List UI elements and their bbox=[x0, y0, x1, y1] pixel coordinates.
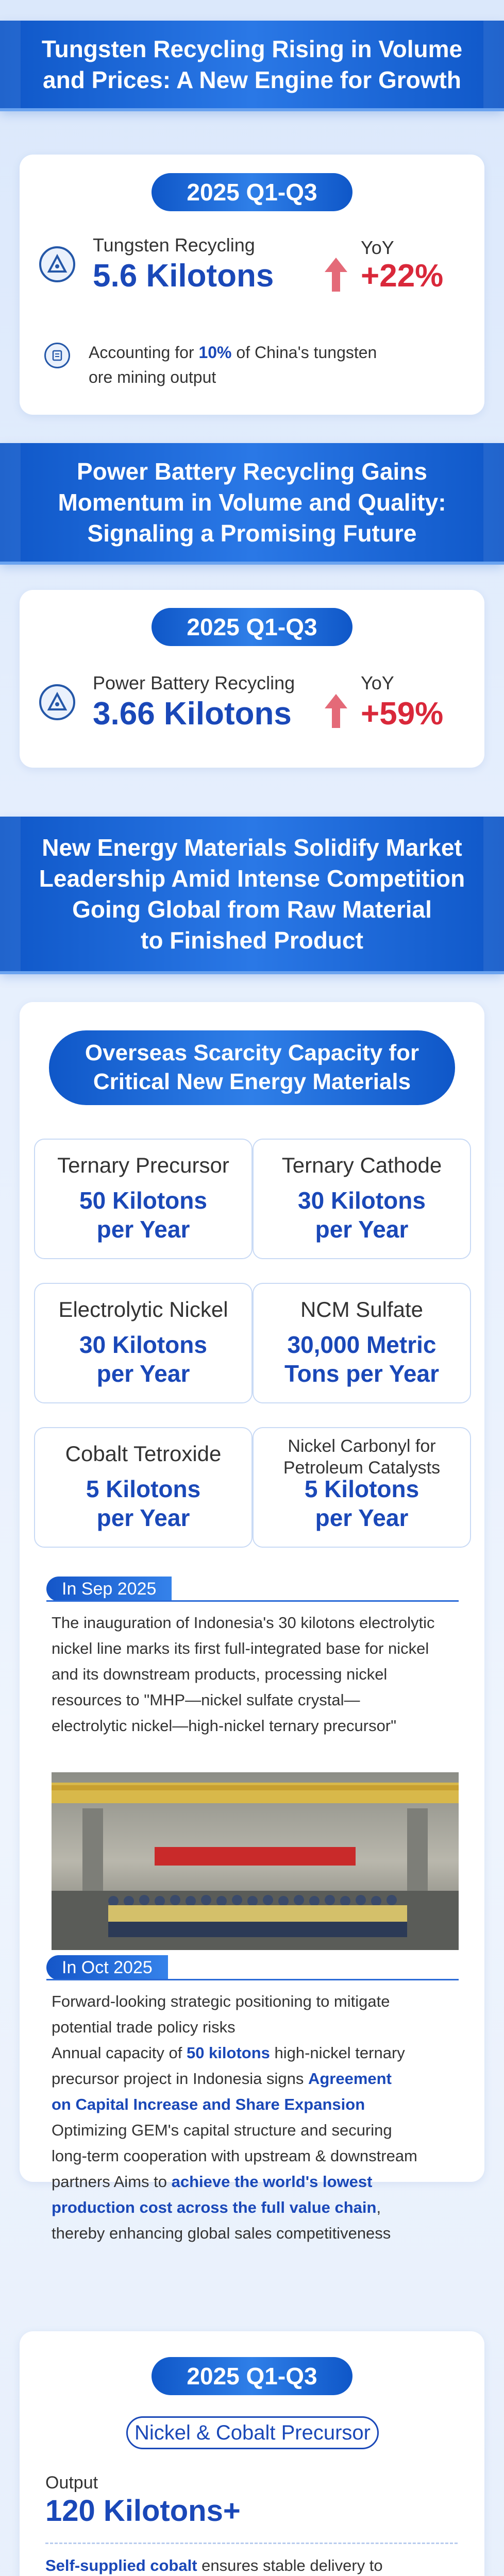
recycle-icon bbox=[39, 246, 75, 282]
battery-yoy-label: YoY bbox=[361, 672, 394, 693]
capacity-card-electrolytic-nickel bbox=[34, 1283, 253, 1403]
oct-line: long-term cooperation with upstream & downstream bbox=[52, 2147, 417, 2165]
sep-text-line: nickel line marks its first full-integrated base for nickel bbox=[52, 1639, 429, 1657]
battery-metric-value: 3.66 Kilotons bbox=[93, 696, 292, 732]
oct-line: potential trade policy risks bbox=[52, 2018, 236, 2036]
oct-highlight: Agreement bbox=[308, 2070, 392, 2088]
oct-highlight: achieve the world's lowest bbox=[171, 2173, 373, 2191]
nc-divider bbox=[45, 2543, 458, 2544]
oct-line bbox=[52, 2040, 474, 2066]
oct-text: , bbox=[376, 2198, 381, 2216]
section3-title-line2: Leadership Amid Intense Competition bbox=[39, 865, 465, 892]
capacity-value-line1: 30 Kilotons bbox=[79, 1331, 207, 1358]
capacity-value-line2: per Year bbox=[96, 1216, 190, 1243]
capacity-item-value bbox=[254, 1186, 470, 1244]
capacity-title-pill bbox=[49, 1030, 455, 1105]
oct-highlight: 50 kilotons bbox=[186, 2044, 270, 2062]
section2-period-pill: 2025 Q1-Q3 bbox=[152, 608, 352, 646]
capacity-card-ternary-precursor bbox=[34, 1139, 253, 1259]
nc-text-span: ensures stable delivery to bbox=[197, 2556, 383, 2574]
capacity-card-ncm-sulfate bbox=[253, 1283, 471, 1403]
up-arrow-icon bbox=[324, 693, 348, 729]
sep-text-line: resources to "MHP—nickel sulfate crystal— bbox=[52, 1691, 360, 1709]
tungsten-note bbox=[89, 340, 470, 389]
capacity-title-line1: Overseas Scarcity Capacity for bbox=[85, 1040, 419, 1065]
nc-highlight: Self-supplied cobalt bbox=[45, 2556, 197, 2574]
capacity-value-line2: Tons per Year bbox=[284, 1360, 439, 1387]
capacity-item-value bbox=[35, 1186, 251, 1244]
section3-banner bbox=[0, 817, 504, 971]
battery-recycle-icon bbox=[39, 684, 75, 720]
oct-2025-divider bbox=[46, 1979, 459, 1980]
oct-line: Forward-looking strategic positioning to mitigate bbox=[52, 1992, 390, 2010]
section1-title-line1: Tungsten Recycling Rising in Volume bbox=[41, 36, 463, 62]
capacity-item-title: Cobalt Tetroxide bbox=[65, 1442, 222, 1466]
tungsten-note-suffix: of China's tungsten bbox=[231, 343, 377, 362]
oct-text: precursor project in Indonesia signs bbox=[52, 2070, 308, 2088]
capacity-value-line2: per Year bbox=[315, 1504, 409, 1531]
section1-title-line2: and Prices: A New Engine for Growth bbox=[43, 66, 461, 93]
oct-2025-tag: In Oct 2025 bbox=[46, 1955, 168, 1980]
capacity-value-line2: per Year bbox=[315, 1216, 409, 1243]
capacity-item-value bbox=[254, 1475, 470, 1532]
section1-banner bbox=[0, 21, 504, 108]
tungsten-note-highlight: 10% bbox=[198, 343, 232, 362]
nc-output-label: Output bbox=[45, 2473, 98, 2493]
oct-2025-text bbox=[52, 1989, 474, 2246]
oct-highlight: production cost across the full value chain bbox=[52, 2198, 377, 2216]
sep-2025-text bbox=[52, 1610, 474, 1739]
section3-title-line1: New Energy Materials Solidify Market bbox=[42, 834, 462, 861]
capacity-value-line1: 30,000 Metric bbox=[287, 1331, 436, 1358]
section3-title-line3: Going Global from Raw Material bbox=[72, 896, 432, 923]
capacity-item-title: Electrolytic Nickel bbox=[58, 1297, 228, 1321]
capacity-title-line2: Petroleum Catalysts bbox=[283, 1458, 441, 1478]
oct-line: thereby enhancing global sales competitiveness bbox=[52, 2224, 391, 2242]
section2-title-line1: Power Battery Recycling Gains bbox=[76, 458, 428, 485]
capacity-item-title: NCM Sulfate bbox=[300, 1297, 424, 1321]
oct-text: partners Aims to bbox=[52, 2173, 172, 2191]
section2-banner bbox=[0, 443, 504, 562]
capacity-card-nickel-carbonyl bbox=[253, 1427, 471, 1548]
section2-title-line2: Momentum in Volume and Quality: bbox=[58, 489, 446, 516]
section3-title-line4: to Finished Product bbox=[141, 927, 363, 954]
oct-line bbox=[52, 2195, 474, 2221]
oct-highlight: on Capital Increase and Share Expansion bbox=[52, 2095, 365, 2113]
capacity-item-title bbox=[254, 1435, 470, 1479]
sep-text-line: The inauguration of Indonesia's 30 kilotons electrolytic bbox=[52, 1614, 435, 1632]
capacity-card-cobalt-tetroxide bbox=[34, 1427, 253, 1548]
capacity-value-line1: 50 Kilotons bbox=[79, 1187, 207, 1214]
section2-title-line3: Signaling a Promising Future bbox=[87, 520, 417, 547]
capacity-card-ternary-cathode bbox=[253, 1139, 471, 1259]
capacity-value-line2: per Year bbox=[96, 1360, 190, 1387]
oct-line bbox=[52, 2066, 474, 2092]
nc-text bbox=[45, 2553, 468, 2576]
tungsten-metric-value: 5.6 Kilotons bbox=[93, 258, 274, 294]
oct-line: Optimizing GEM's capital structure and securing bbox=[52, 2121, 392, 2139]
oct-text: high-nickel ternary bbox=[270, 2044, 405, 2062]
battery-metric-label: Power Battery Recycling bbox=[93, 672, 295, 693]
capacity-item-title: Ternary Cathode bbox=[281, 1153, 442, 1177]
sep-text-line: electrolytic nickel—high-nickel ternary precursor" bbox=[52, 1717, 397, 1735]
capacity-item-title: Ternary Precursor bbox=[57, 1153, 229, 1177]
tungsten-yoy-label: YoY bbox=[361, 237, 394, 258]
tungsten-yoy-value: +22% bbox=[361, 258, 444, 294]
capacity-title-line2: Critical New Energy Materials bbox=[93, 1069, 411, 1094]
tungsten-note-prefix: Accounting for bbox=[89, 343, 199, 362]
sep-2025-tag: In Sep 2025 bbox=[46, 1577, 172, 1601]
factory-photo bbox=[52, 1772, 459, 1950]
nc-output-value: 120 Kilotons+ bbox=[45, 2494, 241, 2528]
oct-text: Annual capacity of bbox=[52, 2044, 187, 2062]
oct-line bbox=[52, 2169, 474, 2195]
capacity-item-value bbox=[35, 1475, 251, 1532]
nc-line bbox=[45, 2553, 468, 2576]
section4-period-pill: 2025 Q1-Q3 bbox=[152, 2357, 352, 2395]
sep-text-line: and its downstream products, processing nickel bbox=[52, 1665, 388, 1683]
tungsten-metric-label: Tungsten Recycling bbox=[93, 234, 255, 256]
capacity-item-value bbox=[254, 1330, 470, 1388]
capacity-item-value bbox=[35, 1330, 251, 1388]
sep-2025-divider bbox=[46, 1600, 459, 1602]
capacity-value-line2: per Year bbox=[96, 1504, 190, 1531]
ore-icon bbox=[44, 343, 70, 368]
oct-line bbox=[52, 2092, 474, 2117]
capacity-title-line1: Nickel Carbonyl for bbox=[288, 1436, 436, 1456]
capacity-value-line1: 5 Kilotons bbox=[304, 1476, 419, 1502]
capacity-value-line1: 30 Kilotons bbox=[298, 1187, 426, 1214]
nickel-cobalt-label: Nickel & Cobalt Precursor bbox=[126, 2416, 379, 2449]
section1-period-pill: 2025 Q1-Q3 bbox=[152, 173, 352, 211]
capacity-value-line1: 5 Kilotons bbox=[86, 1476, 201, 1502]
battery-yoy-value: +59% bbox=[361, 696, 444, 732]
up-arrow-icon bbox=[324, 257, 348, 293]
tungsten-note-line2: ore mining output bbox=[89, 368, 216, 386]
